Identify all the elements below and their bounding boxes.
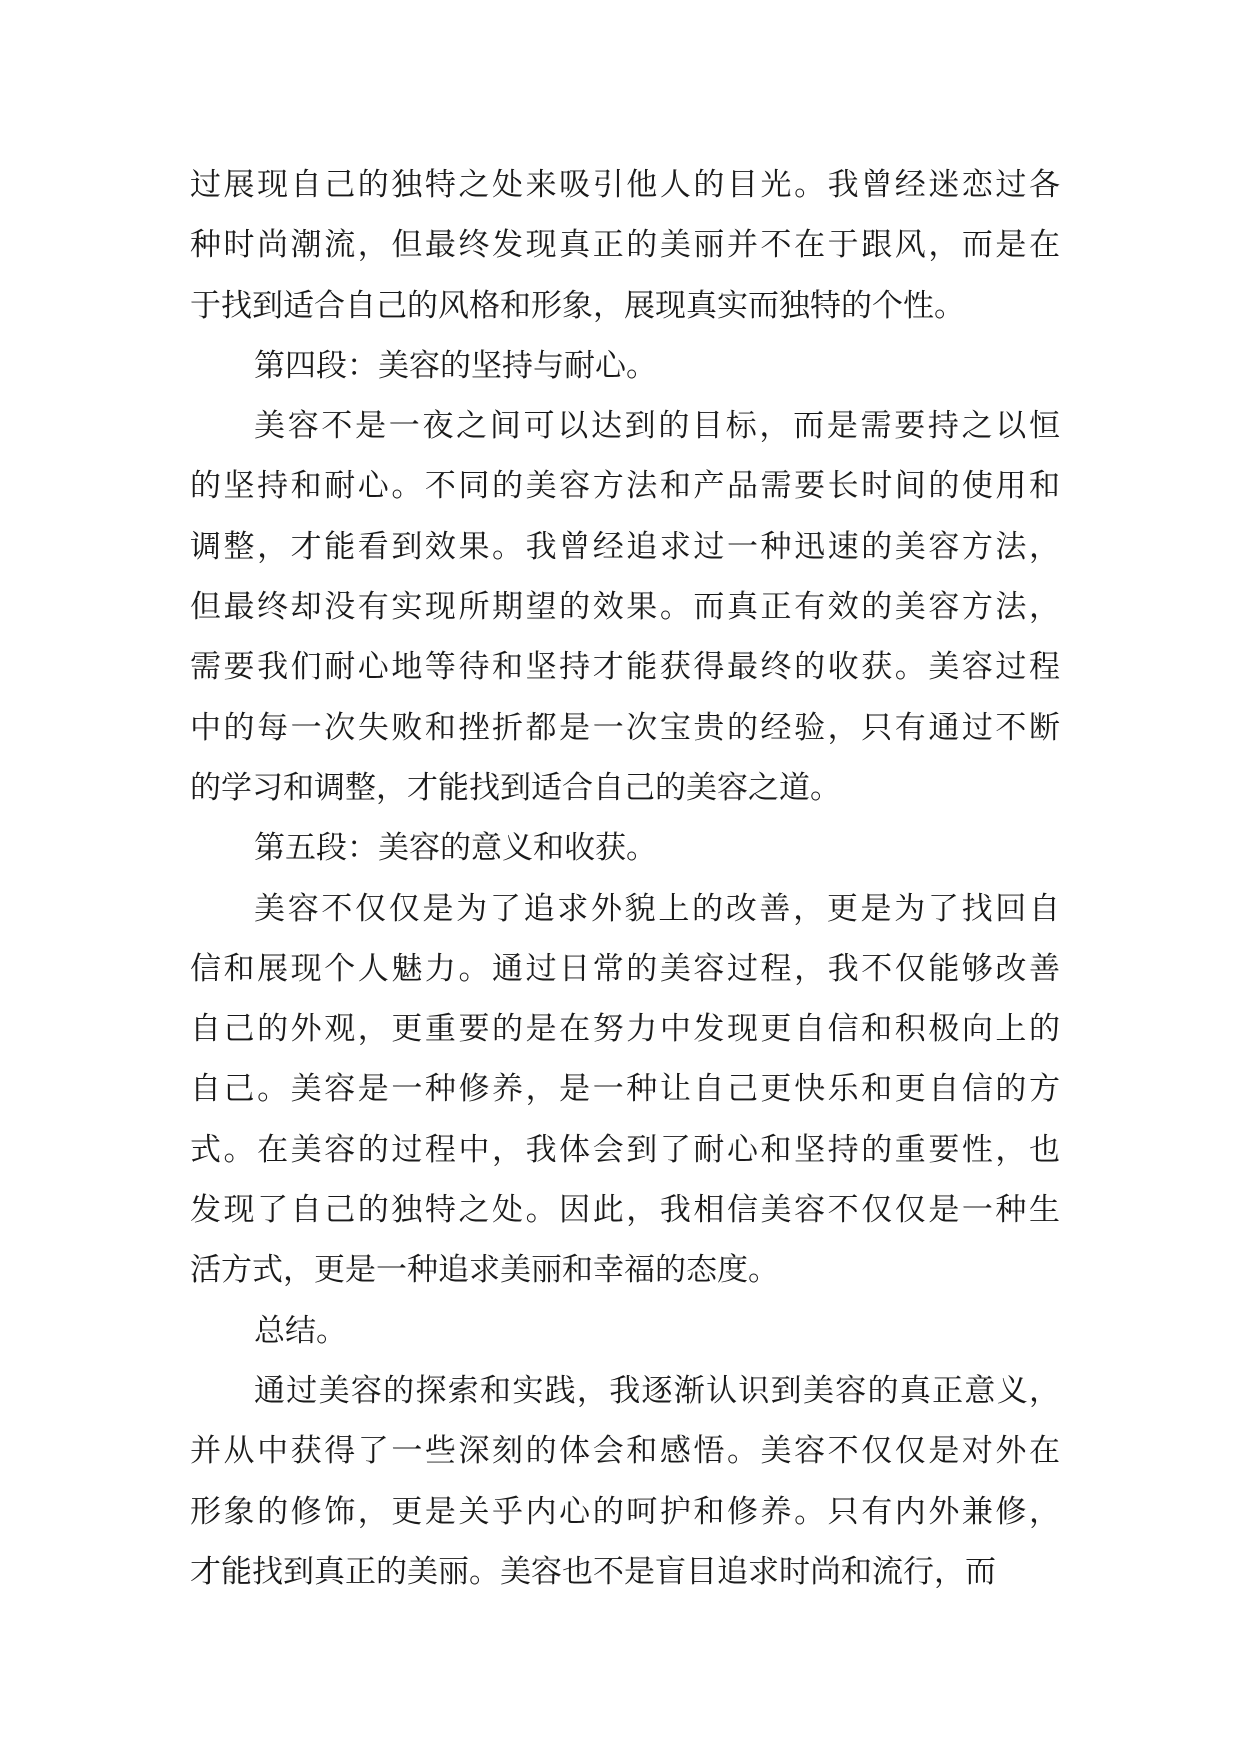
document-body: [190, 155, 1060, 1602]
text-line: 形象的修饰，更是关乎内心的呵护和修养。只有内外兼修，: [190, 1493, 1060, 1530]
text-line: 第四段：美容的坚持与耐心。: [254, 347, 657, 384]
text-line: 并从中获得了一些深刻的体会和感悟。美容不仅仅是对外在: [190, 1433, 1060, 1470]
para-summary: [190, 1361, 1060, 1602]
text-line: 调整，才能看到效果。我曾经追求过一种迅速的美容方法，: [190, 528, 1060, 565]
text-line: 自己。美容是一种修养，是一种让自己更快乐和更自信的方: [190, 1071, 1060, 1108]
text-line: 过展现自己的独特之处来吸引他人的目光。我曾经迷恋过各: [190, 167, 1060, 203]
heading-summary: [190, 1301, 1060, 1361]
text-line: 总结。: [254, 1312, 347, 1349]
text-line: 自己的外观，更重要的是在努力中发现更自信和积极向上的: [190, 1011, 1060, 1048]
text-line: 但最终却没有实现所期望的效果。而真正有效的美容方法，: [190, 589, 1060, 626]
text-line: 的学习和调整，才能找到适合自己的美容之道。: [190, 769, 841, 806]
text-line: 需要我们耐心地等待和坚持才能获得最终的收获。美容过程: [190, 649, 1060, 686]
text-line: 种时尚潮流，但最终发现真正的美丽并不在于跟风，而是在: [190, 227, 1060, 264]
para-section-5: [190, 879, 1060, 1301]
text-line: 通过美容的探索和实践，我逐渐认识到美容的真正意义，: [254, 1372, 1060, 1409]
text-line: 活方式，更是一种追求美丽和幸福的态度。: [190, 1252, 779, 1289]
heading-section-4: [190, 336, 1060, 396]
text-line: 于找到适合自己的风格和形象，展现真实而独特的个性。: [190, 287, 965, 324]
text-line: 美容不是一夜之间可以达到的目标，而是需要持之以恒: [254, 408, 1060, 445]
text-line: 发现了自己的独特之处。因此，我相信美容不仅仅是一种生: [190, 1192, 1060, 1229]
para-section-4: [190, 396, 1060, 818]
text-line: 美容不仅仅是为了追求外貌上的改善，更是为了找回自: [254, 890, 1060, 927]
text-line: 信和展现个人魅力。通过日常的美容过程，我不仅能够改善: [190, 950, 1060, 987]
text-line: 的坚持和耐心。不同的美容方法和产品需要长时间的使用和: [190, 468, 1060, 505]
text-line: 中的每一次失败和挫折都是一次宝贵的经验，只有通过不断: [190, 709, 1060, 746]
text-line: 第五段：美容的意义和收获。: [254, 830, 657, 867]
heading-section-5: [190, 818, 1060, 878]
para-continuation: [190, 155, 1060, 336]
text-line: 才能找到真正的美丽。美容也不是盲目追求时尚和流行，而: [190, 1553, 996, 1590]
text-line: 式。在美容的过程中，我体会到了耐心和坚持的重要性，也: [190, 1131, 1060, 1168]
